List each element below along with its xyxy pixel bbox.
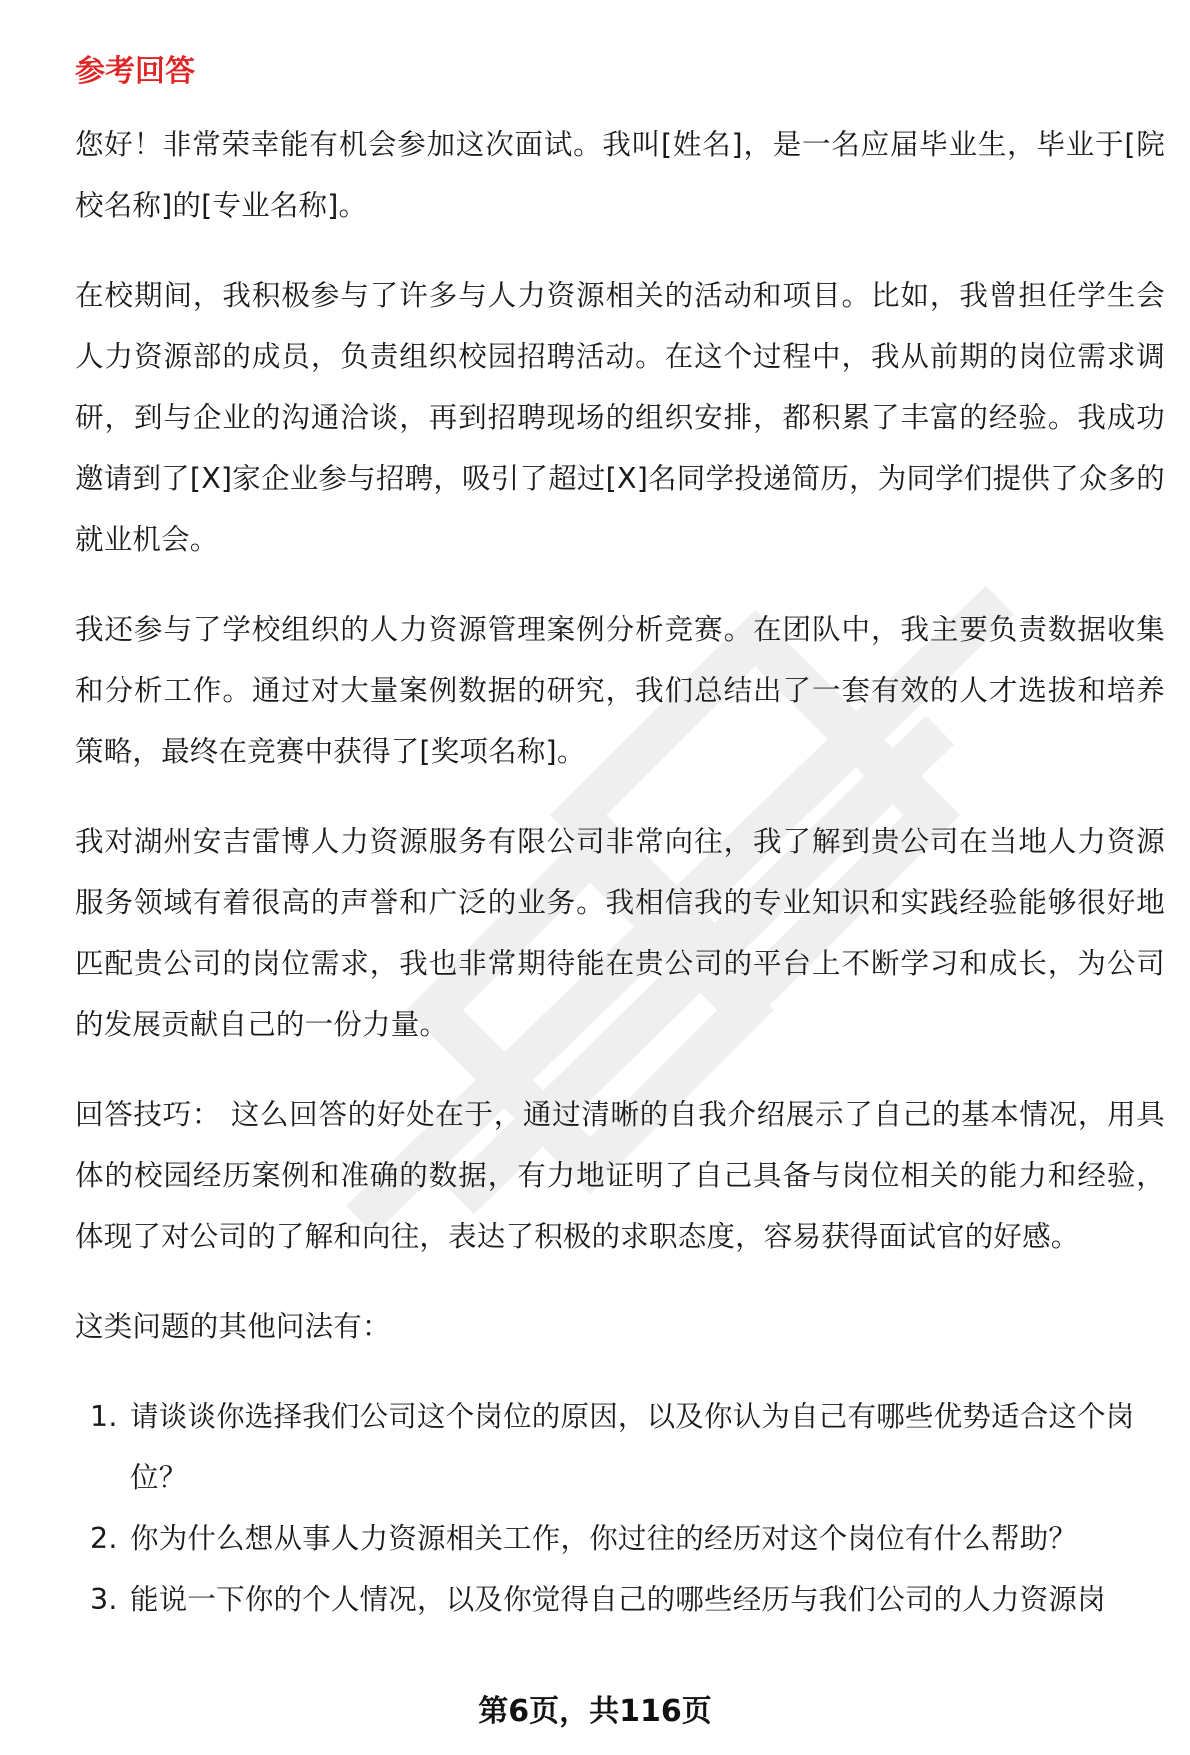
list-item-number: 3. xyxy=(90,1583,118,1616)
campus-experience-paragraph: 在校期间，我积极参与了许多与人力资源相关的活动和项目。比如，我曾担任学生会人力资源部的成员，负责组织校园招聘活动。在这个过程中，我从前期的岗位需求调研，到与企业的沟通洽谈，再到招聘现场的组织安排，都积累了丰富的经验。我成功邀请到了[X]家企业参与招聘，吸引了超过[X]名同学投递简历，为同学们提供了众多的就业机会。 xyxy=(75,279,1165,556)
main-content xyxy=(75,48,1165,1630)
section-heading: 参考回答 xyxy=(75,54,195,89)
list-item xyxy=(75,1386,1165,1508)
competition-paragraph: 我还参与了学校组织的人力资源管理案例分析竞赛。在团队中，我主要负责数据收集和分析工作。通过对大量案例数据的研究，我们总结出了一套有效的人才选拔和培养策略，最终在竞赛中获得了[奖项名称]。 xyxy=(75,613,1165,768)
list-item xyxy=(75,1508,1165,1569)
company-interest-paragraph: 我对湖州安吉雷博人力资源服务有限公司非常向往，我了解到贵公司在当地人力资源服务领域有着很高的声誉和广泛的业务。我相信我的专业知识和实践经验能够很好地匹配贵公司的岗位需求，我也非常期待能在贵公司的平台上不断学习和成长，为公司的发展贡献自己的一份力量。 xyxy=(75,825,1165,1041)
list-item-text: 请谈谈你选择我们公司这个岗位的原因，以及你认为自己有哪些优势适合这个岗位？ xyxy=(130,1400,1135,1494)
other-questions-label: 这类问题的其他问法有： xyxy=(75,1310,391,1343)
list-item-text: 能说一下你的个人情况，以及你觉得自己的哪些经历与我们公司的人力资源岗 xyxy=(130,1583,1106,1616)
list-item-number: 2. xyxy=(90,1522,118,1555)
answer-tips-paragraph: 回答技巧： 这么回答的好处在于，通过清晰的自我介绍展示了自己的基本情况，用具体的校园经历案例和准确的数据，有力地证明了自己具备与岗位相关的能力和经验，体现了对公司的了解和向往，表达了积极的求职态度，容易获得面试官的好感。 xyxy=(75,1098,1165,1253)
page-number-footer: 第6页，共116页 xyxy=(478,1694,712,1729)
list-item xyxy=(75,1569,1165,1630)
intro-paragraph: 您好！非常荣幸能有机会参加这次面试。我叫[姓名]，是一名应届毕业生，毕业于[院校名称]的[专业名称]。 xyxy=(75,128,1165,222)
list-item-text: 你为什么想从事人力资源相关工作，你过往的经历对这个岗位有什么帮助？ xyxy=(130,1522,1078,1555)
list-item-number: 1. xyxy=(90,1400,118,1433)
alternative-questions-list xyxy=(75,1386,1165,1630)
